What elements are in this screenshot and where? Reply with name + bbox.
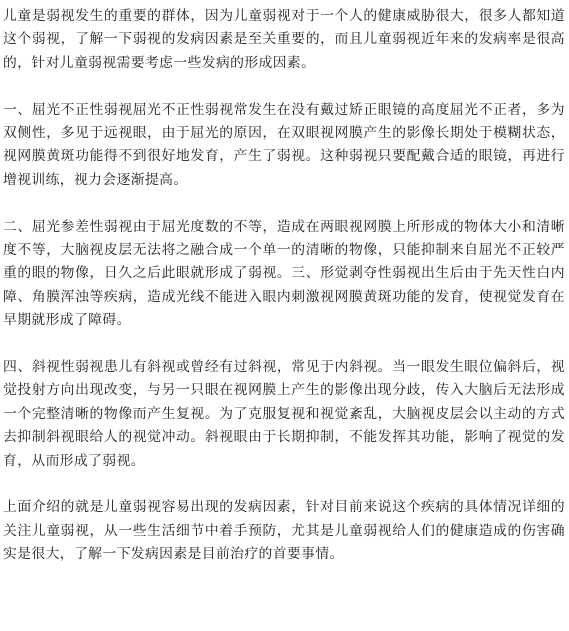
anisometropia-paragraph: 二、屈光参差性弱视由于屈光度数的不等，造成在两眼视网膜上所形成的物体大小和清晰度不等，大脑视皮层无法将之融合成一个单一的清晰的物像，只能抑制来自屈光不正较严重的眼的物像，日久之后此眼就形成了弱视。三、形觉剥夺性弱视出生后由于先天性白内障、角膜浑浊等疾病，造成光线不能进入眼内刺激视网膜黄斑功能的发育，使视觉发育在早期就形成了障碍。 xyxy=(3,218,565,329)
strabismus-paragraph: 四、斜视性弱视患儿有斜视或曾经有过斜视，常见于内斜视。当一眼发生眼位偏斜后，视觉投射方向出现改变，与另一只眼在视网膜上产生的影像出现分歧，传入大脑后无法形成一个完整清晰的物像而产生复视。为了克服复视和视觉紊乱，大脑视皮层会以主动的方式去抑制斜视眼给人的视觉冲动。斜视眼由于长期抑制，不能发挥其功能，影响了视觉的发育，从而形成了弱视。 xyxy=(3,359,565,469)
paragraph-spacer xyxy=(3,75,565,98)
article-body xyxy=(3,5,565,567)
paragraph-spacer xyxy=(3,192,565,215)
intro-paragraph: 儿童是弱视发生的重要的群体，因为儿童弱视对于一个人的健康威胁很大，很多人都知道这个弱视，了解一下弱视的发病因素是至关重要的，而且儿童弱视近年来的发病率是很高的，针对儿童弱视需要考虑一些发病的形成因素。 xyxy=(3,8,565,71)
paragraph-spacer xyxy=(3,333,565,356)
paragraph-spacer xyxy=(3,473,565,496)
refractive-error-paragraph: 一、屈光不正性弱视屈光不正性弱视常发生在没有戴过矫正眼镜的高度屈光不正者，多为双侧性，多见于远视眼，由于屈光的原因，在双眼视网膜产生的影像长期处于模糊状态，视网膜黄斑功能得不到很好地发育，产生了弱视。这种弱视只要配戴合适的眼镜，再进行增视训练，视力会逐渐提高。 xyxy=(3,101,565,188)
conclusion-paragraph: 上面介绍的就是儿童弱视容易出现的发病因素，针对目前来说这个疾病的具体情况详细的关注儿童弱视，从一些生活细节中着手预防，尤其是儿童弱视给人们的健康造成的伤害确实是很大，了解一下发病因素是目前治疗的首要事情。 xyxy=(3,499,565,563)
